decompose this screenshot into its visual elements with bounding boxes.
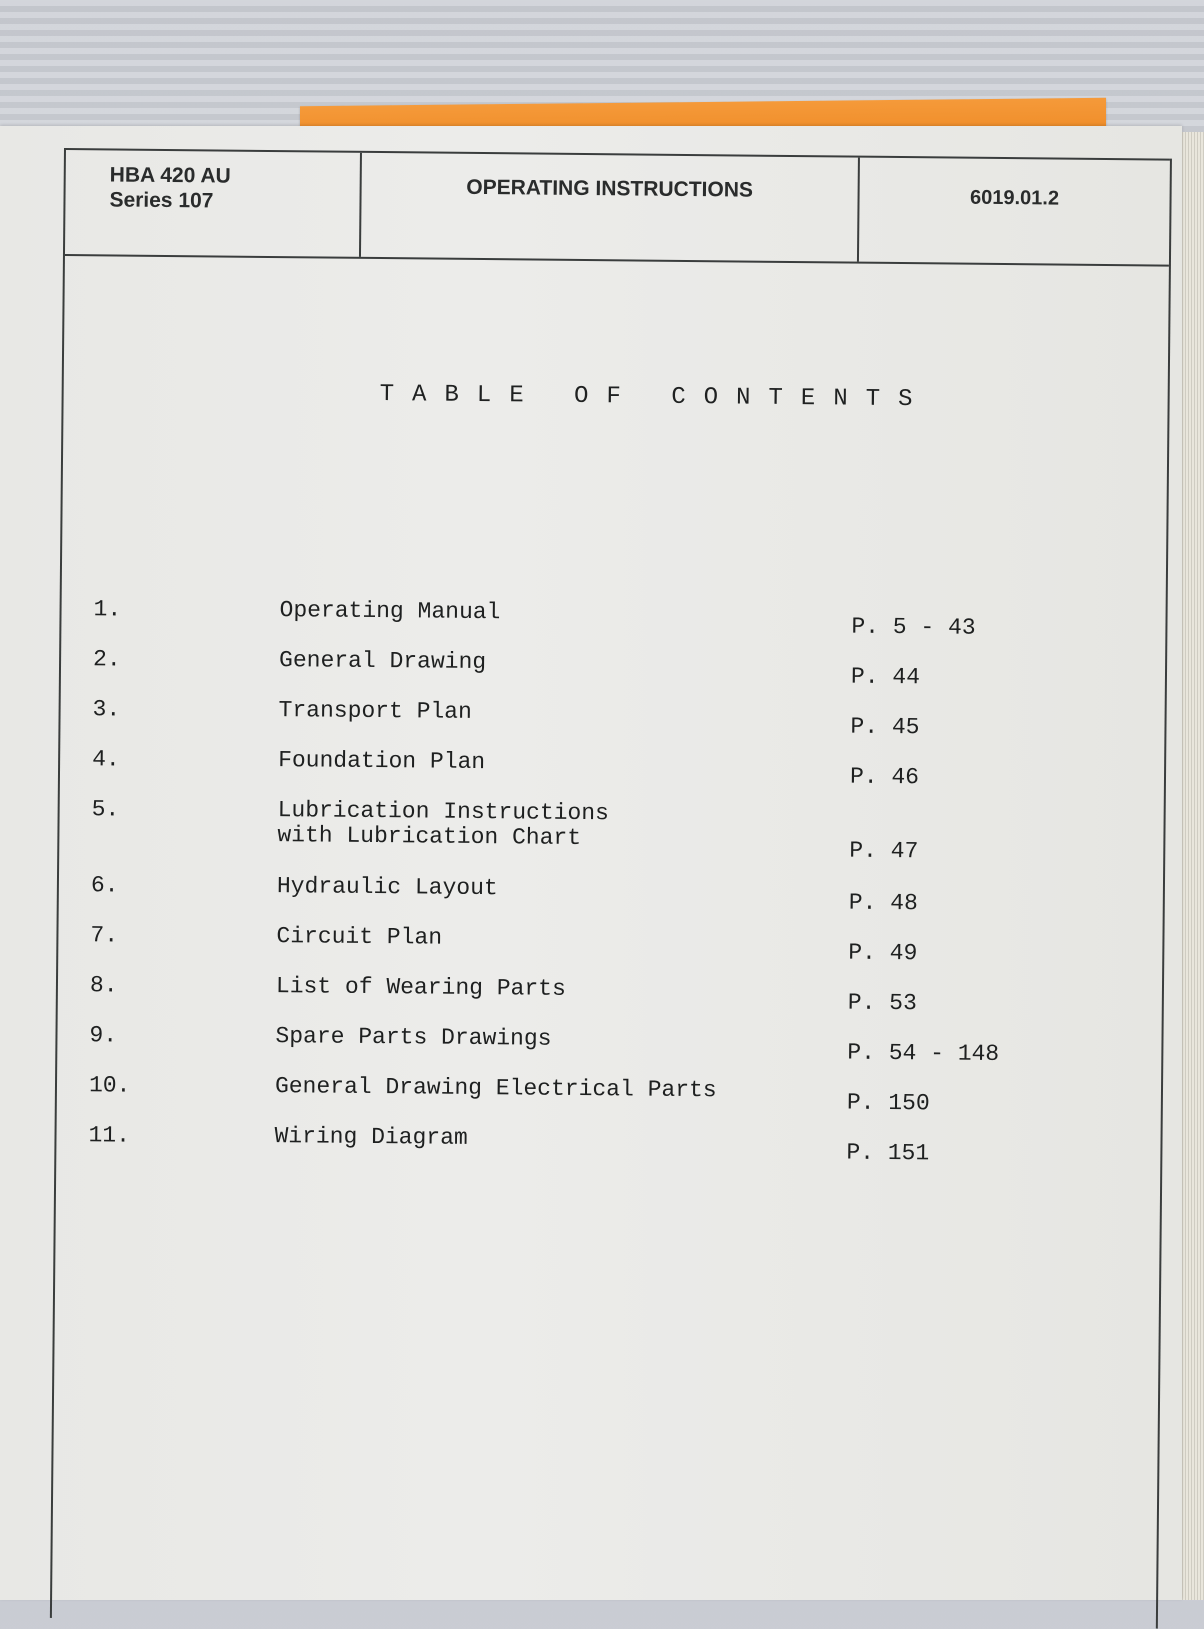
toc-number: 1.: [93, 596, 122, 623]
toc-label-line: Lubrication Instructions: [277, 797, 610, 827]
toc-page: P. 46: [849, 763, 920, 791]
model-name: HBA 420 AU: [109, 163, 231, 188]
toc-number: 6.: [90, 872, 119, 899]
toc-page: P. 53: [847, 989, 917, 1017]
document-header: [65, 148, 1170, 267]
toc-page: P. 49: [848, 939, 918, 967]
toc-label-line: with Lubrication Chart: [277, 822, 582, 851]
toc-heading: TABLE OF CONTENTS: [379, 381, 931, 414]
toc-label: Hydraulic Layout: [276, 873, 498, 902]
toc-number: 9.: [89, 1022, 118, 1049]
model-cell: [65, 150, 362, 257]
toc-page: P. 151: [846, 1139, 930, 1167]
page-frame: [50, 148, 1172, 1629]
toc-page: P. 44: [850, 663, 921, 691]
toc-number: 10.: [88, 1072, 131, 1099]
toc-page: P. 54 - 148: [847, 1039, 1000, 1068]
toc-label: List of Wearing Parts: [275, 973, 566, 1002]
toc-number: 5.: [91, 796, 120, 823]
toc-label: Operating Manual: [279, 597, 501, 626]
toc-label: Wiring Diagram: [274, 1123, 468, 1151]
document-title: OPERATING INSTRUCTIONS: [361, 153, 860, 262]
model-series: Series 107: [109, 188, 214, 213]
document-code: 6019.01.2: [969, 186, 1060, 210]
toc-number: 11.: [88, 1122, 131, 1149]
toc-number: 7.: [90, 922, 119, 949]
toc-label: General Drawing: [278, 647, 487, 676]
toc-label: Foundation Plan: [278, 747, 486, 776]
toc-page: P. 47: [849, 837, 919, 865]
toc-label: Transport Plan: [278, 697, 472, 725]
toc-label: General Drawing Electrical Parts: [274, 1073, 717, 1104]
toc-list: [88, 596, 1093, 1182]
toc-label: Spare Parts Drawings: [275, 1023, 552, 1052]
toc-label: [277, 798, 609, 851]
toc-page: P. 150: [846, 1089, 930, 1117]
toc-page: P. 45: [850, 713, 920, 741]
toc-page: P. 48: [848, 889, 918, 917]
toc-number: 3.: [92, 696, 121, 723]
toc-label: Circuit Plan: [276, 923, 443, 951]
toc-number: 2.: [92, 646, 121, 673]
toc-entry: [91, 796, 1092, 882]
toc-page: P. 5 - 43: [851, 613, 976, 641]
toc-number: 4.: [92, 746, 120, 773]
toc-entry: [88, 1122, 1088, 1182]
toc-number: 8.: [89, 972, 118, 999]
